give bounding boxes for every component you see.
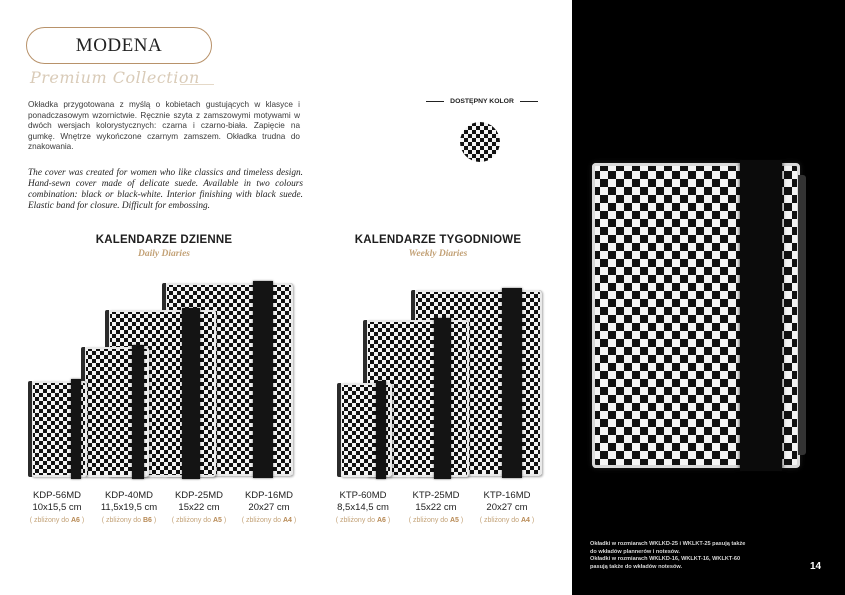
product-code: KTP-25MD bbox=[412, 490, 460, 501]
daily-section-title bbox=[64, 234, 264, 259]
elastic-band bbox=[740, 160, 782, 471]
product-approx-format: ( zbliżony do B6 ) bbox=[101, 517, 157, 524]
caption-kdp-25md bbox=[164, 490, 234, 524]
product-approx-format: ( zbliżony do A4 ) bbox=[479, 517, 535, 524]
caption-ktp-60md bbox=[328, 490, 398, 524]
weekly-section-title bbox=[338, 234, 538, 259]
footnote-line: do wkładów plannerów i notesów. bbox=[590, 548, 680, 555]
product-approx-format: ( zbliżony do A5 ) bbox=[408, 517, 464, 524]
description-english: The cover was created for women who like classics and timeless design. Hand-sewn cover made of delicate suede. Available in two colours combination: black or black-white. Interior finishing with black suede. Elastic band for closure. Difficult for embossing. bbox=[28, 168, 303, 211]
product-code: KDP-16MD bbox=[244, 490, 294, 501]
product-code: KDP-25MD bbox=[174, 490, 224, 501]
page-number: 14 bbox=[810, 561, 822, 572]
caption-kdp-56md bbox=[22, 490, 92, 524]
caption-ktp-25md bbox=[401, 490, 471, 524]
hero-book-spine bbox=[798, 175, 806, 455]
product-approx-format: ( zbliżony do A4 ) bbox=[241, 517, 297, 524]
product-code: KDP-40MD bbox=[104, 490, 154, 501]
footnote-line: Okładki w rozmiarach WKLKD-25 i WKLKT-25 pasują także bbox=[590, 541, 746, 547]
collection-subtitle: Premium Collection bbox=[30, 68, 200, 87]
product-image-kdp-56md bbox=[31, 381, 87, 477]
product-image-kdp-40md bbox=[84, 347, 149, 477]
hero-product-image bbox=[592, 163, 800, 468]
page-title bbox=[26, 27, 212, 64]
product-image-ktp-60md bbox=[340, 383, 392, 477]
divider bbox=[520, 101, 538, 102]
product-code: KDP-56MD bbox=[32, 490, 82, 501]
right-page-panel bbox=[572, 0, 845, 595]
product-size: 15x22 cm bbox=[415, 502, 457, 513]
footnote-line: pasują także do wkładów notesów. bbox=[590, 563, 683, 570]
daily-title-en: Daily Diaries bbox=[138, 249, 190, 259]
weekly-title-en: Weekly Diaries bbox=[408, 249, 468, 259]
product-size: 10x15,5 cm bbox=[32, 502, 82, 513]
product-approx-format: ( zbliżony do A6 ) bbox=[335, 517, 391, 524]
description-polish: Okładka przygotowana z myślą o kobietach gustujących w klasyce i ponadczasowym wzornictwie. Ręcznie szyta z zamszowymi motywami w dwóch wersjach kolorystycznych: czarna i czarno-biała. Zapięcie na gumkę. Wnętrze wykończone czarnym zamszem. Okładka trudna do znakowania. bbox=[28, 100, 300, 152]
caption-ktp-16md bbox=[472, 490, 542, 524]
weekly-title-pl: KALENDARZE TYGODNIOWE bbox=[354, 234, 522, 246]
product-approx-format: ( zbliżony do A6 ) bbox=[29, 517, 85, 524]
caption-kdp-40md bbox=[94, 490, 164, 524]
product-code: KTP-60MD bbox=[339, 490, 387, 501]
available-color-text: DOSTĘPNY KOLOR bbox=[450, 98, 514, 105]
product-approx-format: ( zbliżony do A5 ) bbox=[171, 517, 227, 524]
title-text: MODENA bbox=[75, 34, 163, 56]
product-size: 8,5x14,5 cm bbox=[337, 502, 389, 513]
product-size: 20x27 cm bbox=[486, 502, 528, 513]
product-size: 20x27 cm bbox=[248, 502, 290, 513]
footnote bbox=[590, 541, 780, 571]
daily-title-pl: KALENDARZE DZIENNE bbox=[95, 234, 233, 246]
footnote-line: Okładki w rozmiarach WKLKD-16, WKLKT-16, WKLKT-60 bbox=[590, 556, 741, 563]
houndstooth-swatch-icon bbox=[460, 122, 500, 162]
available-color-label bbox=[426, 98, 538, 105]
product-size: 11,5x19,5 cm bbox=[100, 502, 158, 513]
product-code: KTP-16MD bbox=[483, 490, 531, 501]
subtitle-divider bbox=[180, 84, 214, 85]
product-size: 15x22 cm bbox=[178, 502, 220, 513]
caption-kdp-16md bbox=[234, 490, 304, 524]
divider bbox=[426, 101, 444, 102]
